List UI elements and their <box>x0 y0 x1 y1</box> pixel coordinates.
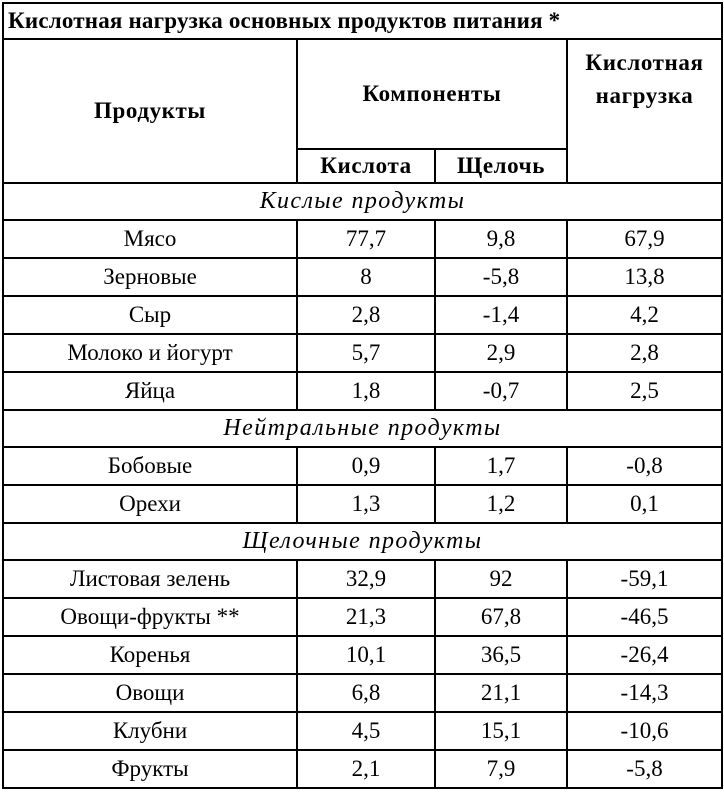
acid-load-cell: -5,8 <box>567 750 722 788</box>
product-cell: Яйца <box>3 372 297 410</box>
alkali-cell: 36,5 <box>435 636 567 674</box>
acid-cell: 1,3 <box>297 485 435 523</box>
acid-cell: 77,7 <box>297 220 435 258</box>
header-acid: Кислота <box>297 149 435 183</box>
acid-load-cell: 67,9 <box>567 220 722 258</box>
product-cell: Листовая зелень <box>3 560 297 598</box>
alkali-cell: 92 <box>435 560 567 598</box>
header-components: Компоненты <box>297 39 567 149</box>
acid-cell: 6,8 <box>297 674 435 712</box>
alkali-cell: -0,7 <box>435 372 567 410</box>
product-cell: Клубни <box>3 712 297 750</box>
acid-load-cell: 2,5 <box>567 372 722 410</box>
alkali-cell: 1,2 <box>435 485 567 523</box>
alkali-cell: 15,1 <box>435 712 567 750</box>
table-row <box>3 674 722 712</box>
table-row <box>3 334 722 372</box>
acid-cell: 8 <box>297 258 435 296</box>
alkali-cell: -5,8 <box>435 258 567 296</box>
acid-cell: 10,1 <box>297 636 435 674</box>
product-cell: Фрукты <box>3 750 297 788</box>
product-cell: Коренья <box>3 636 297 674</box>
table-row <box>3 750 722 788</box>
acid-load-cell: 0,1 <box>567 485 722 523</box>
product-cell: Овощи <box>3 674 297 712</box>
header-alkali: Щелочь <box>435 149 567 183</box>
product-cell: Молоко и йогурт <box>3 334 297 372</box>
acid-cell: 2,8 <box>297 296 435 334</box>
table-row <box>3 485 722 523</box>
table-title: Кислотная нагрузка основных продуктов питания * <box>3 3 722 39</box>
acid-cell: 5,7 <box>297 334 435 372</box>
acid-load-cell: -14,3 <box>567 674 722 712</box>
product-cell: Бобовые <box>3 447 297 485</box>
acid-cell: 21,3 <box>297 598 435 636</box>
section-header: Кислые продукты <box>3 183 722 220</box>
acid-load-cell: -0,8 <box>567 447 722 485</box>
alkali-cell: 7,9 <box>435 750 567 788</box>
acid-load-cell: -10,6 <box>567 712 722 750</box>
section-header: Нейтральные продукты <box>3 410 722 447</box>
header-products: Продукты <box>3 39 297 183</box>
acid-load-cell: -59,1 <box>567 560 722 598</box>
table-row <box>3 636 722 674</box>
alkali-cell: 9,8 <box>435 220 567 258</box>
table-row <box>3 220 722 258</box>
alkali-cell: -1,4 <box>435 296 567 334</box>
acid-cell: 32,9 <box>297 560 435 598</box>
acid-load-cell: 13,8 <box>567 258 722 296</box>
acid-load-table <box>2 2 723 789</box>
alkali-cell: 67,8 <box>435 598 567 636</box>
acid-load-cell: -46,5 <box>567 598 722 636</box>
acid-cell: 1,8 <box>297 372 435 410</box>
table-row <box>3 296 722 334</box>
product-cell: Овощи-фрукты ** <box>3 598 297 636</box>
product-cell: Сыр <box>3 296 297 334</box>
acid-cell: 2,1 <box>297 750 435 788</box>
alkali-cell: 2,9 <box>435 334 567 372</box>
table-row <box>3 258 722 296</box>
header-acid-load: Кислотная нагрузка <box>567 39 722 183</box>
acid-cell: 0,9 <box>297 447 435 485</box>
alkali-cell: 1,7 <box>435 447 567 485</box>
alkali-cell: 21,1 <box>435 674 567 712</box>
product-cell: Зерновые <box>3 258 297 296</box>
table-row <box>3 372 722 410</box>
acid-load-cell: 4,2 <box>567 296 722 334</box>
product-cell: Мясо <box>3 220 297 258</box>
table-row <box>3 447 722 485</box>
table-row <box>3 712 722 750</box>
acid-load-cell: -26,4 <box>567 636 722 674</box>
acid-cell: 4,5 <box>297 712 435 750</box>
section-header: Щелочные продукты <box>3 523 722 560</box>
product-cell: Орехи <box>3 485 297 523</box>
acid-load-cell: 2,8 <box>567 334 722 372</box>
table-row <box>3 560 722 598</box>
table-row <box>3 598 722 636</box>
